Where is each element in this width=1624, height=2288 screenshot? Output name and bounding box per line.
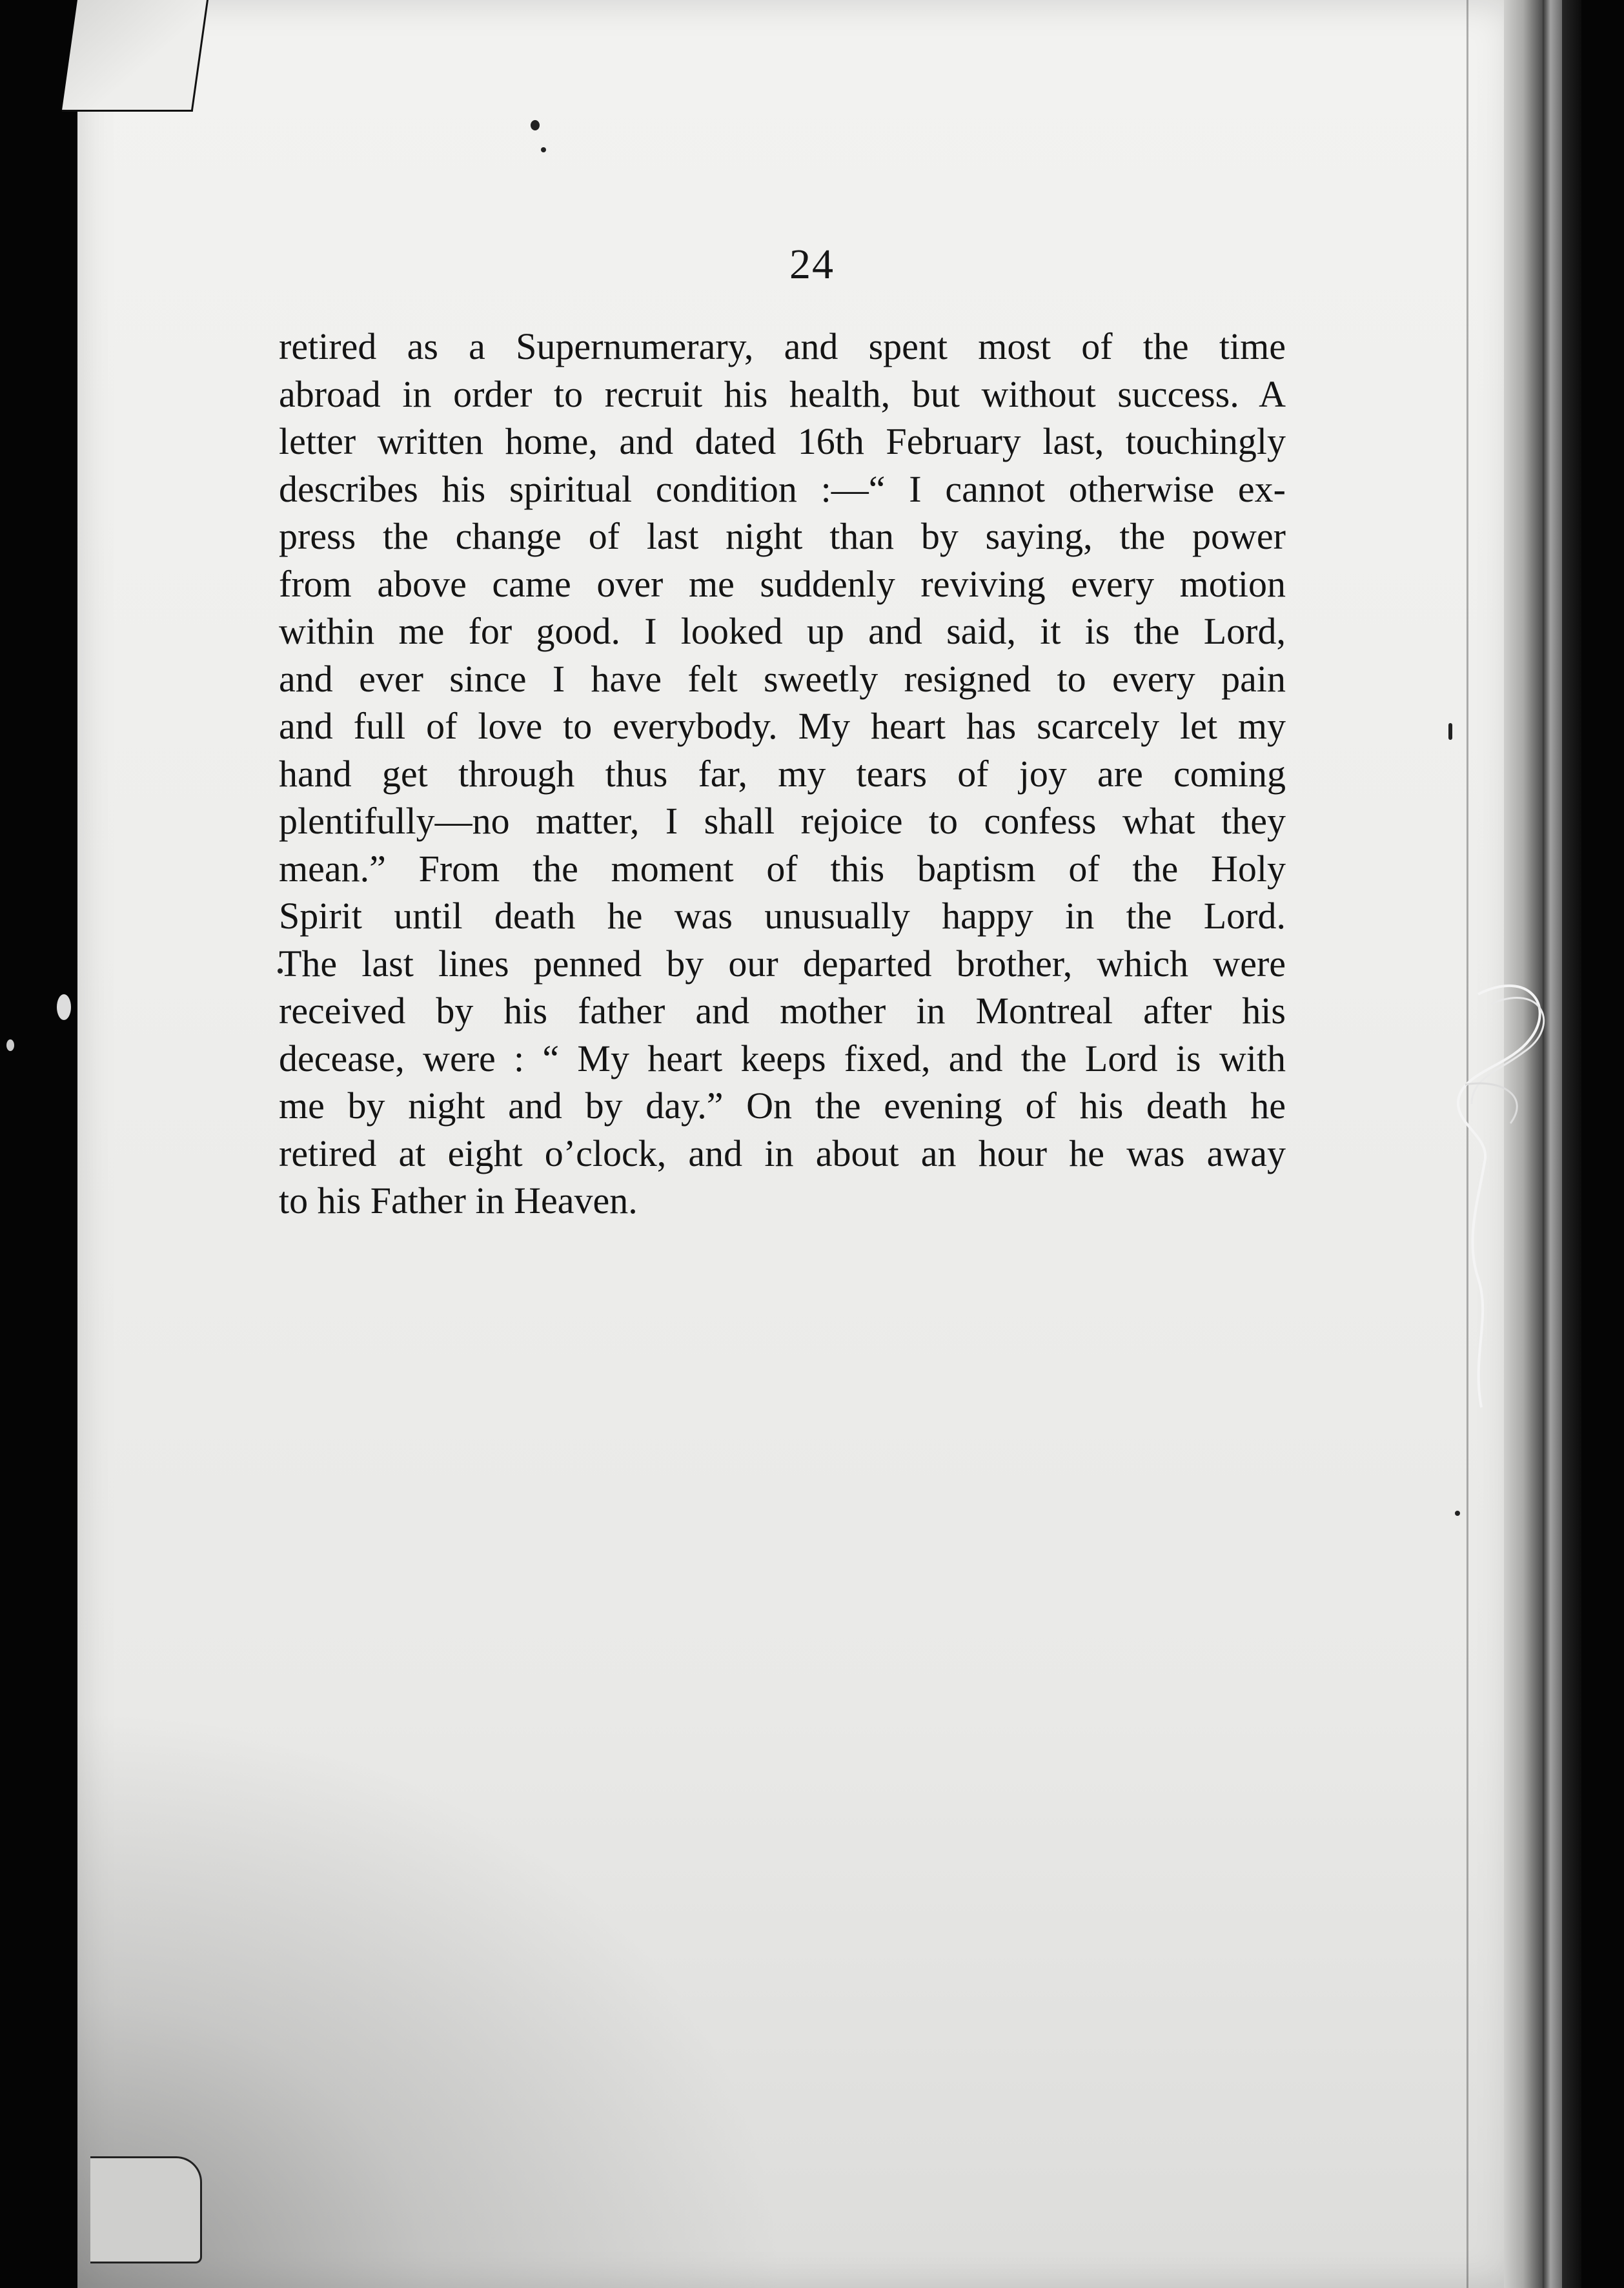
page-number: 24 bbox=[789, 241, 835, 288]
text-line: plentifully—no matter, I shall rejoice to confess what they bbox=[279, 800, 1286, 842]
margin-mark bbox=[6, 1039, 14, 1051]
text-line: letter written home, and dated 16th February last, touchingly bbox=[279, 420, 1286, 462]
page-body-text bbox=[279, 323, 1286, 1225]
text-line: and ever since I have felt sweetly resigned to every pain bbox=[279, 657, 1286, 700]
top-corner-fold bbox=[62, 0, 208, 112]
ink-speck bbox=[541, 147, 546, 152]
ink-speck bbox=[1448, 723, 1452, 740]
text-line: received by his father and mother in Montreal after his bbox=[279, 990, 1286, 1032]
text-line: abroad in order to recruit his health, but without success. A bbox=[279, 373, 1286, 415]
text-line: Spirit until death he was unusually happy in the Lord. bbox=[279, 895, 1286, 937]
text-line: decease, were : “ My heart keeps fixed, and the Lord is with bbox=[279, 1037, 1286, 1079]
text-line: press the change of last night than by saying, the power bbox=[279, 515, 1286, 557]
text-line: to his Father in Heaven. bbox=[279, 1180, 638, 1221]
text-line: describes his spiritual condition :—“ I cannot otherwise ex- bbox=[279, 467, 1286, 510]
text-line: me by night and by day.” On the evening of his death he bbox=[279, 1085, 1286, 1127]
text-line: and full of love to everybody. My heart has scarcely let my bbox=[279, 705, 1286, 747]
text-line: hand get through thus far, my tears of joy are coming bbox=[279, 752, 1286, 795]
bottom-corner-fold bbox=[90, 2156, 202, 2263]
text-line: retired as a Supernumerary, and spent most of the time bbox=[279, 325, 1286, 367]
ink-speck bbox=[1455, 1511, 1460, 1516]
text-line: mean.” From the moment of this baptism of the Holy bbox=[279, 847, 1286, 890]
text-line: from above came over me suddenly reviving every motion bbox=[279, 562, 1286, 605]
binding-string bbox=[1452, 968, 1581, 1420]
text-line: retired at eight o’clock, and in about an hour he was away bbox=[279, 1132, 1286, 1174]
text-line: within me for good. I looked up and said, it is the Lord, bbox=[279, 610, 1286, 652]
text-line: The last lines penned by our departed brother, which were bbox=[279, 942, 1286, 985]
ink-speck bbox=[531, 120, 540, 130]
margin-mark bbox=[57, 994, 71, 1020]
